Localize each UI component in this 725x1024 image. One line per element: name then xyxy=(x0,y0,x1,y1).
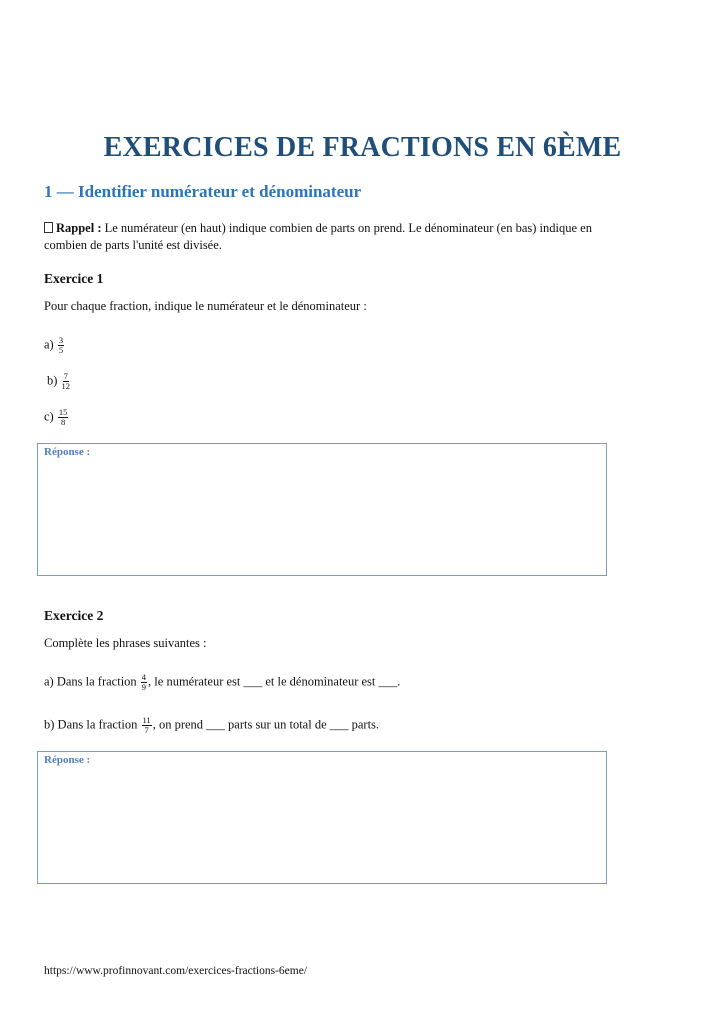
fraction-item-a xyxy=(44,336,65,355)
info-icon xyxy=(44,222,53,233)
exercise-2-instruction: Complète les phrases suivantes : xyxy=(44,636,207,650)
rappel-label: Rappel : xyxy=(56,221,102,235)
section-heading: 1 — Identifier numérateur et dénominateur xyxy=(44,182,362,201)
fraction-item-c xyxy=(44,408,69,427)
fraction: $\frac{7}{12}$ xyxy=(61,371,71,391)
exercise-1-title: Exercice 1 xyxy=(44,271,104,286)
rappel-text-cont: combien de parts l'unité est divisée. xyxy=(44,238,222,252)
sentence-text: , on prend ___ parts sur un total de ___ parts. xyxy=(152,717,380,732)
sentence-text: b) Dans la fraction xyxy=(44,717,138,732)
answer-box-2[interactable] xyxy=(37,751,607,884)
item-label: c) xyxy=(44,409,54,424)
fraction: $\frac{3}{5}$ xyxy=(58,335,64,355)
footer-url[interactable]: https://www.profinnovant.com/exercices-fractions-6eme/ xyxy=(44,965,308,977)
answer-label: Réponse : xyxy=(44,446,91,458)
answer-box-1[interactable] xyxy=(37,443,607,576)
fraction: $\frac{15}{8}$ xyxy=(58,407,68,427)
fraction-item-b xyxy=(47,372,71,391)
item-label: a) xyxy=(44,337,54,352)
sentence-text: a) Dans la fraction xyxy=(44,674,137,689)
rappel-text: Le numérateur (en haut) indique combien de parts on prend. Le dénominateur (en bas) indique en xyxy=(101,221,592,235)
sentence-text: , le numérateur est ___ et le dénominateur est ___. xyxy=(148,674,401,689)
answer-label: Réponse : xyxy=(44,754,91,766)
rappel-paragraph xyxy=(44,220,684,254)
fraction: $\frac{4}{9}$ xyxy=(141,672,147,692)
fraction: $\frac{11}{7}$ xyxy=(142,715,151,735)
page-title: EXERCICES DE FRACTIONS EN 6ÈME xyxy=(103,132,622,163)
exercise-2-title: Exercice 2 xyxy=(44,608,104,623)
item-label: b) xyxy=(47,373,58,388)
exercise-1-instruction: Pour chaque fraction, indique le numérateur et le dénominateur : xyxy=(44,299,367,313)
sentence-b xyxy=(44,716,379,735)
sentence-a xyxy=(44,673,400,692)
